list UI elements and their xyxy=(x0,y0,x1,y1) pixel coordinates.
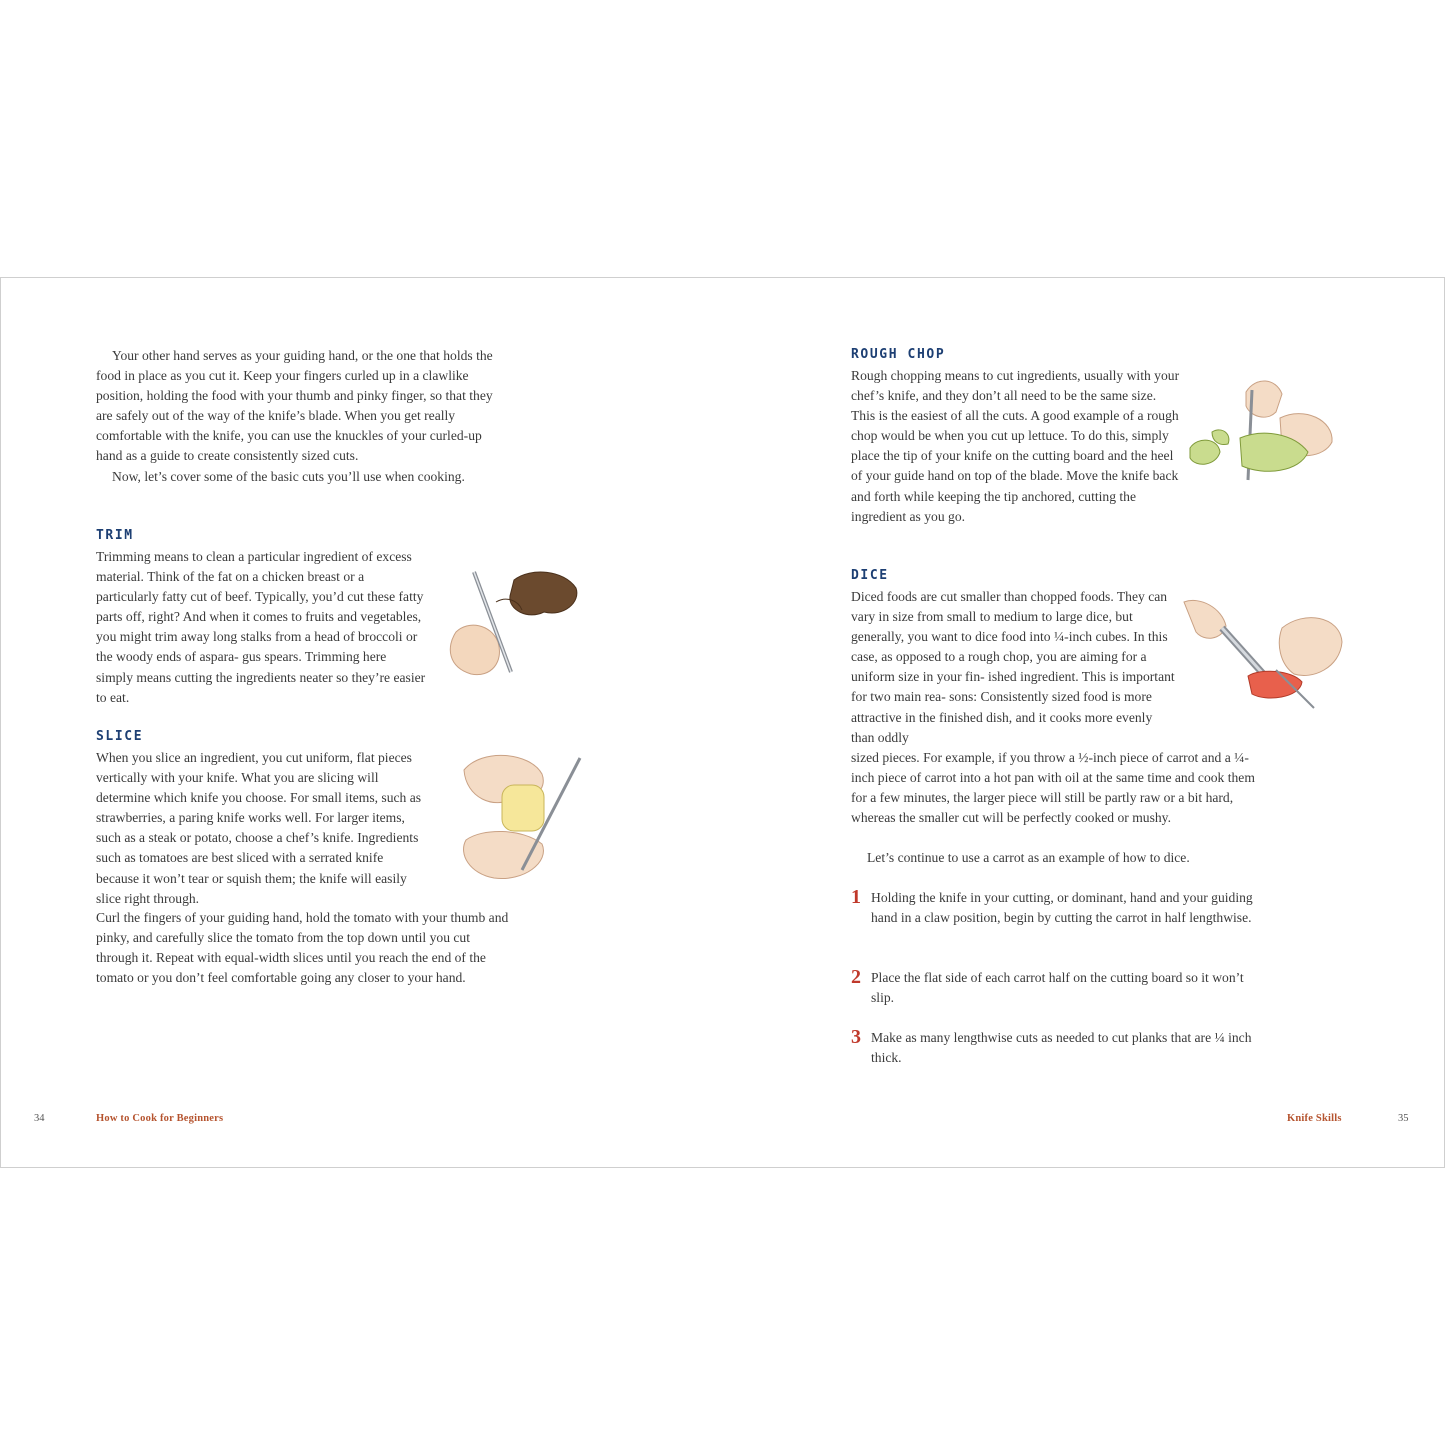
slice-heading: SLICE xyxy=(96,729,144,744)
rough-chop-illustration xyxy=(1184,372,1336,484)
right-page-number: 35 xyxy=(1398,1113,1409,1124)
dice-heading: DICE xyxy=(851,568,889,583)
dice-text: Diced foods are cut smaller than chopped foods. They can vary in size from small to medium to large dice, but generally, you want to dice food into ¼-inch cubes. In this case, as opposed to a rough chop, you are aiming for a uniform size in your fin- ished ingredient. This is important for two main rea- sons: Consistently sized food is more attractive in the finished dish, and it cooks more evenly than oddly xyxy=(851,589,1175,745)
rough-chop-text: Rough chopping means to cut ingredients, usually with your chef’s knife, and they don’t all need to be the same size. This is the easiest of all the cuts. A good example of a rough chop would be when you cut up lettuce. To do this, simply place the tip of your knife on the cutting board and the heel of your guide hand on top of the blade. Move the knife back and forth while keeping the tip anchored, cutting the ingredient as you go. xyxy=(851,368,1180,524)
trim-heading: TRIM xyxy=(96,528,134,543)
trim-text: Trimming means to clean a particular ingredient of excess material. Think of the fat on a chicken breast or a particularly fatty cut of beef. Typically, you’d cut these fatty parts off, right? And when it comes to fruits and vegetables, you might trim away long stalks from a head of broccoli or the woody ends of aspara- gus spears. Trimming here simply means cutting the ingredients neater so they’re easier to eat. xyxy=(96,549,426,705)
step-1 xyxy=(851,888,1261,928)
step-text: Holding the knife in your cutting, or dominant, hand and your guiding hand in a claw position, begin by cutting the carrot in half lengthwise. xyxy=(871,890,1253,926)
intro-paragraph-2: Now, let’s cover some of the basic cuts you’ll use when cooking. xyxy=(112,468,465,484)
rough-chop-heading: ROUGH CHOP xyxy=(851,347,946,362)
right-running-head: Knife Skills xyxy=(1287,1113,1342,1124)
dice-illustration xyxy=(1182,598,1346,710)
step-2 xyxy=(851,968,1261,1008)
dice-lead-in: Let’s continue to use a carrot as an example of how to dice. xyxy=(867,850,1190,865)
step-number: 3 xyxy=(851,1026,861,1048)
left-running-head: How to Cook for Beginners xyxy=(96,1113,224,1124)
left-page-number: 34 xyxy=(34,1113,45,1124)
intro-text xyxy=(96,346,506,487)
step-number: 2 xyxy=(851,966,861,988)
slice-text: When you slice an ingredient, you cut uniform, flat pieces vertically with your knife. What you are slicing will determine which knife you choose. For small items, such as strawberries, a paring knife works well. For larger items, such as a steak or potato, choose a chef’s knife. Ingredients such as tomatoes are best sliced with a serrated knife because it won’t tear or squish them; the knife will easily slice right through. xyxy=(96,750,422,906)
intro-paragraph-1: Your other hand serves as your guiding hand, or the one that holds the food in place as you cut it. Keep your fingers curled up in a clawlike position, holding the food with your thumb and pinky finger, so that they are safely out of the way of the knife’s blade. When you get really comfortable with the knife, you can use the knuckles of your curled-up hand as a guide to create consistently sized cuts. xyxy=(96,348,493,464)
step-number: 1 xyxy=(851,886,861,908)
slice-illustration xyxy=(452,750,586,885)
step-text: Place the flat side of each carrot half on the cutting board so it won’t slip. xyxy=(871,970,1244,1006)
slice-text-continued: Curl the fingers of your guiding hand, hold the tomato with your thumb and pinky, and carefully slice the tomato from the top down until you cut through it. Repeat with equal-width slices until you reach the end of the tomato or you don’t feel comfortable going any closer to your hand. xyxy=(96,910,509,986)
step-3 xyxy=(851,1028,1261,1068)
step-text: Make as many lengthwise cuts as needed to cut planks that are ¼ inch thick. xyxy=(871,1030,1252,1066)
trim-illustration xyxy=(436,562,584,684)
dice-text-continued: sized pieces. For example, if you throw a ½-inch piece of carrot and a ¼-inch piece of carrot into a hot pan with oil at the same time and cook them for a few minutes, the larger piece will still be partly raw or a bit hard, whereas the smaller cut will be perfectly cooked or mushy. xyxy=(851,750,1255,826)
